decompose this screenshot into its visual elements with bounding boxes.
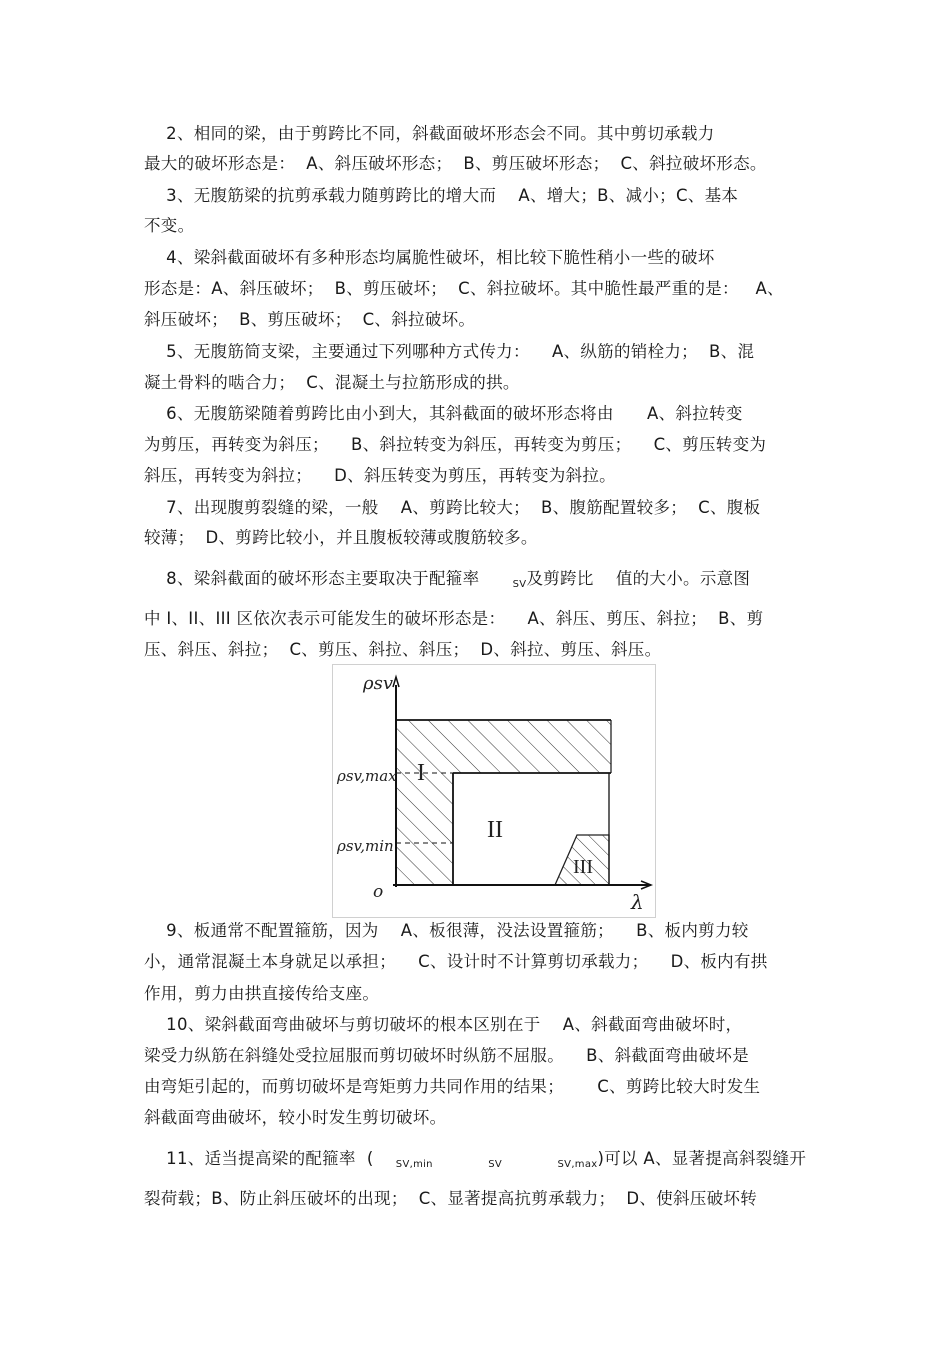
text-line: 2、相同的梁，由于剪跨比不同，斜截面破坏形态会不同。其中剪切承载力 [144,124,715,143]
text-line: 裂荷载；B、防止斜压破坏的出现； C、显著提高抗剪承载力； D、使斜压破坏转 [144,1189,758,1208]
q8-text-b: 及剪跨比 值的大小。示意图 [526,569,751,588]
q11-gap-2 [502,1149,557,1168]
text-line: 6、无腹筋梁随着剪跨比由小到大，其斜截面的破坏形态将由 A、斜拉转变 [144,404,743,423]
text-line: 最大的破坏形态是： A、斜压破坏形态； B、剪压破坏形态； C、斜拉破坏形态。 [144,154,767,173]
text-line: 不变。 [144,216,195,235]
text-line: 斜压，再转变为斜拉； D、斜压转变为剪压，再转变为斜拉。 [144,466,616,485]
text-line: 作用，剪力由拱直接传给支座。 [144,984,380,1003]
text-line: 7、出现腹剪裂缝的梁，一般 A、剪跨比较大； B、腹筋配置较多； C、腹板 [144,498,761,517]
text-line: 由弯矩引起的，而剪切破坏是弯矩剪力共同作用的结果； C、剪跨比较大时发生 [144,1077,761,1096]
x-axis-label: λ [631,890,644,914]
region-1-label: I [417,760,425,786]
failure-mode-diagram [332,664,656,918]
text-line: 3、无腹筋梁的抗剪承载力随剪跨比的增大而 A、增大；B、减小；C、基本 [144,186,739,205]
text-line: 凝土骨料的啮合力； C、混凝土与拉筋形成的拱。 [144,373,520,392]
text-line: 中 I、II、III 区依次表示可能发生的破坏形态是： A、斜压、剪压、斜拉； B、剪 [144,609,764,628]
q11-text-a: 11、适当提高梁的配箍率 ( [144,1149,396,1168]
region-2-label: II [487,817,503,843]
q11-subscript-max: SV,max [557,1159,598,1170]
y-axis-label: ρsv [363,673,393,694]
q8-subscript-sv: SV [512,579,527,590]
origin-label: o [373,882,384,902]
q11-subscript-min: SV,min [395,1159,433,1170]
text-line: 4、梁斜截面破坏有多种形态均属脆性破坏，相比较下脆性稍小一些的破坏 [144,248,715,267]
q11-gap-1 [433,1149,488,1168]
diagram-svg [333,665,655,917]
text-line: 9、板通常不配置箍筋，因为 A、板很薄，没法设置箍筋； B、板内剪力较 [144,921,749,940]
text-line: 形态是：A、斜压破坏； B、剪压破坏； C、斜拉破坏。其中脆性最严重的是： A、 [144,279,784,298]
text-line: 压、斜压、斜拉； C、剪压、斜拉、斜压； D、斜拉、剪压、斜压。 [144,640,662,659]
text-line: 小，通常混凝土本身就足以承担； C、设计时不计算剪切承载力； D、板内有拱 [144,952,768,971]
text-line: 为剪压，再转变为斜压； B、斜拉转变为斜压，再转变为剪压； C、剪压转变为 [144,435,767,454]
text-line: 梁受力纵筋在斜缝处受拉屈服而剪切破坏时纵筋不屈服。 B、斜截面弯曲破坏是 [144,1046,749,1065]
region-3-label: III [573,856,593,878]
question-11-line-1 [144,1148,806,1173]
text-line: 5、无腹筋简支梁，主要通过下列哪种方式传力： A、纵筋的销栓力； B、混 [144,342,755,361]
q11-subscript-sv: SV [488,1159,503,1170]
rho-min-label: ρsv,min [337,837,394,855]
q8-text-a: 8、梁斜截面的破坏形态主要取决于配箍率 [144,569,513,588]
text-line: 较薄； D、剪跨比较小，并且腹板较薄或腹筋较多。 [144,528,538,547]
q11-text-b: )可以 A、显著提高斜裂缝开 [597,1149,807,1168]
text-line: 斜压破坏； B、剪压破坏； C、斜拉破坏。 [144,310,476,329]
rho-max-label: ρsv,max [337,767,397,785]
question-8-line-1 [144,568,750,593]
text-line: 斜截面弯曲破坏，较小时发生剪切破坏。 [144,1108,447,1127]
text-line: 10、梁斜截面弯曲破坏与剪切破坏的根本区别在于 A、斜截面弯曲破坏时， [144,1015,743,1034]
